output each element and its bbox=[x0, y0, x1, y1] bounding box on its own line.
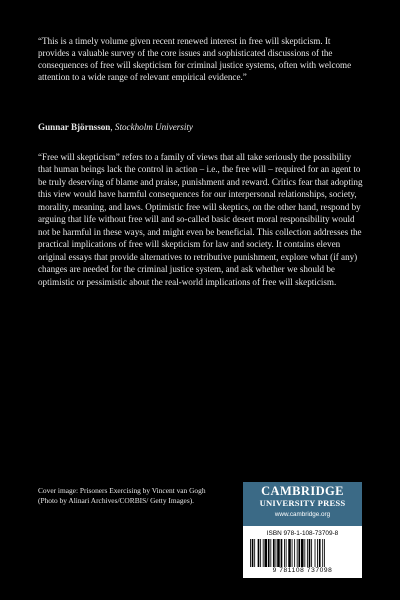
endorser-affiliation: Stockholm University bbox=[114, 122, 193, 132]
barcode-digits: 9 781108 737098 bbox=[272, 567, 333, 574]
publisher-name-line1: CAMBRIDGE bbox=[261, 484, 344, 498]
publisher-block bbox=[243, 482, 362, 578]
endorsement-quote: “This is a timely volume given recent renewed interest in free will skepticism. It provides a valuable survey of the core issues and sophisticated discussions of the consequences of free will skepticism for criminal justice systems, often with welcome attention to a wide range of relevant empirical evidence.” bbox=[38, 36, 352, 83]
isbn-barcode-box bbox=[247, 530, 358, 575]
publisher-name-line2: UNIVERSITY PRESS bbox=[259, 498, 346, 508]
barcode-icon bbox=[249, 539, 356, 567]
endorser bbox=[38, 121, 193, 133]
endorser-name: Gunnar Björnsson bbox=[38, 122, 111, 132]
publisher-logo-banner bbox=[243, 482, 362, 526]
publisher-url: www.cambridge.org bbox=[274, 511, 331, 518]
cover-image-credit: Cover image: Prisoners Exercising by Vincent van Gogh (Photo by Alinari Archives/CORBIS/ Getty Images). bbox=[38, 486, 206, 506]
book-description: “Free will skepticism” refers to a family of views that all take seriously the possibility that human beings lack the control in action – i.e., the free will – required for an agent to be truly deserving of blame and praise, punishment and reward. Critics fear that adopting this view would have harmful consequences for our interpersonal relationships, society, morality, meaning, and laws. Optimistic free will skeptics, on the other hand, respond by arguing that life without free will and so-called basic desert moral responsibility would not be harmful in these ways, and might even be beneficial. This collection addresses the practical implications of free will skepticism for law and society. It contains eleven original essays that provide alternatives to retributive punishment, explore what (if any) changes are needed for the criminal justice system, and ask whether we should be optimistic or pessimistic about the real-world implications of free will skepticism. bbox=[38, 152, 363, 287]
isbn-label: ISBN 978-1-108-73709-8 bbox=[266, 530, 339, 537]
endorser-separator: , bbox=[110, 122, 115, 132]
